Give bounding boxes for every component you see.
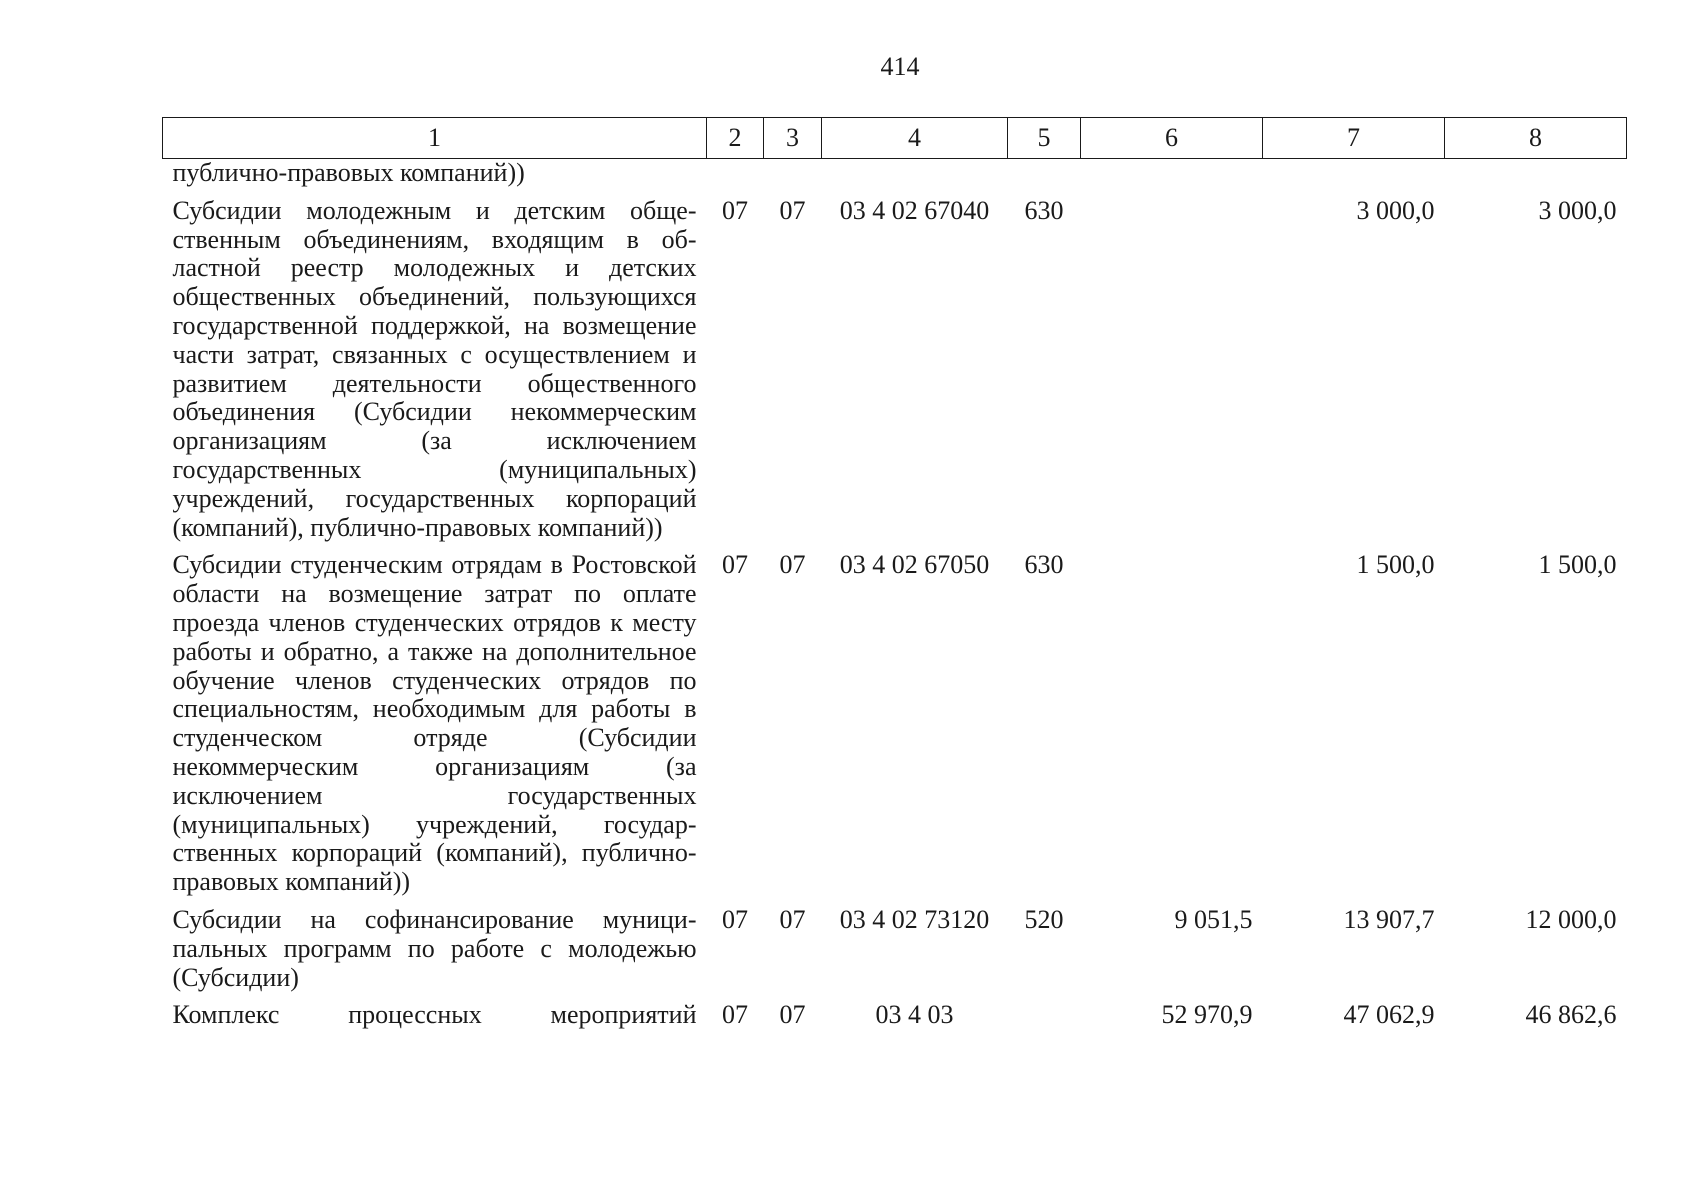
row-value-6: 9 051,5 [1174,904,1253,934]
row-subsection: 07 [779,195,806,225]
row-name: публично-правовых компаний)) [172,158,525,187]
column-header-1: 1 [163,118,707,159]
row-value-6 [1081,159,1263,188]
row-value-7: 3 000,0 [1356,195,1435,225]
row-value-7 [1263,159,1445,188]
row-name: Субсидии студенческим отрядам в Ростовской области на возмещение затрат по оплате проезда членов студенческих отрядов к месту работы и обратно, а также на дополнительное обучение членов студенческих отрядов по специальностям, необходимым для работы в студенческом отряде (Субсидии некоммерческим организациям (за исключением государственных (муниципальных) учреждений, государственных корпораций (компаний), публично-правовых компаний)) [172,550,697,897]
column-header-6: 6 [1081,118,1263,159]
row-value-6 [1081,188,1263,543]
column-header-8: 8 [1445,118,1627,159]
row-section: 07 [722,550,748,580]
row-value-8: 3 000,0 [1538,195,1617,225]
row-target-code: 03 4 03 [875,1000,954,1030]
row-subsection: 07 [779,550,806,580]
table-row [163,159,1627,188]
row-name: Субсидии на софинансирование муниципальных программ по работе с молодежью (Субсидии) [172,904,697,992]
table-body [163,159,1627,1031]
budget-table [162,117,1627,1030]
row-expense-type: 520 [1024,904,1064,934]
row-value-8: 46 862,6 [1525,1000,1617,1030]
column-header-7: 7 [1263,118,1445,159]
row-value-6: 52 970,9 [1161,1000,1253,1030]
row-subsection: 07 [779,904,806,934]
row-subsection [764,159,822,188]
row-section: 07 [722,195,748,225]
table-row [163,542,1627,897]
row-section: 07 [722,904,748,934]
table-row [163,992,1627,1030]
row-expense-type [1008,159,1081,188]
row-section: 07 [722,1000,748,1030]
page-number: 414 [880,52,920,81]
row-value-7: 13 907,7 [1343,904,1435,934]
row-name: Субсидии молодежным и детским общественным объединениям, входящим в областной реестр молодежных и детских общественных объединений, пользующихся государственной поддержкой, на возмещение части затрат, связанных с осуществлением и развитием деятельности общественного объединения (Субсидии некоммерческим организациям (за исключением государственных (муниципальных) учреждений, государственных корпораций (компаний), публично-правовых компаний)) [172,195,697,542]
column-header-4: 4 [822,118,1008,159]
row-value-8: 12 000,0 [1525,904,1617,934]
column-header-2: 2 [707,118,764,159]
row-name: Комплекс процессных мероприятий [172,1000,697,1030]
row-target-code [822,159,1008,188]
row-value-8 [1445,159,1627,188]
row-expense-type [1008,992,1081,1030]
row-target-code: 03 4 02 67040 [839,195,990,225]
row-expense-type: 630 [1024,550,1064,580]
row-target-code: 03 4 02 67050 [839,550,990,580]
header-row [163,118,1627,159]
row-expense-type: 630 [1024,195,1064,225]
column-header-5: 5 [1008,118,1081,159]
table-row [163,188,1627,543]
column-header-3: 3 [764,118,822,159]
row-subsection: 07 [779,1000,806,1030]
table-row [163,897,1627,992]
row-value-6 [1081,542,1263,897]
row-value-7: 47 062,9 [1343,1000,1435,1030]
table-header [163,118,1627,159]
row-target-code: 03 4 02 73120 [839,904,990,934]
row-value-7: 1 500,0 [1356,550,1435,580]
row-value-8: 1 500,0 [1538,550,1617,580]
row-section [707,159,764,188]
